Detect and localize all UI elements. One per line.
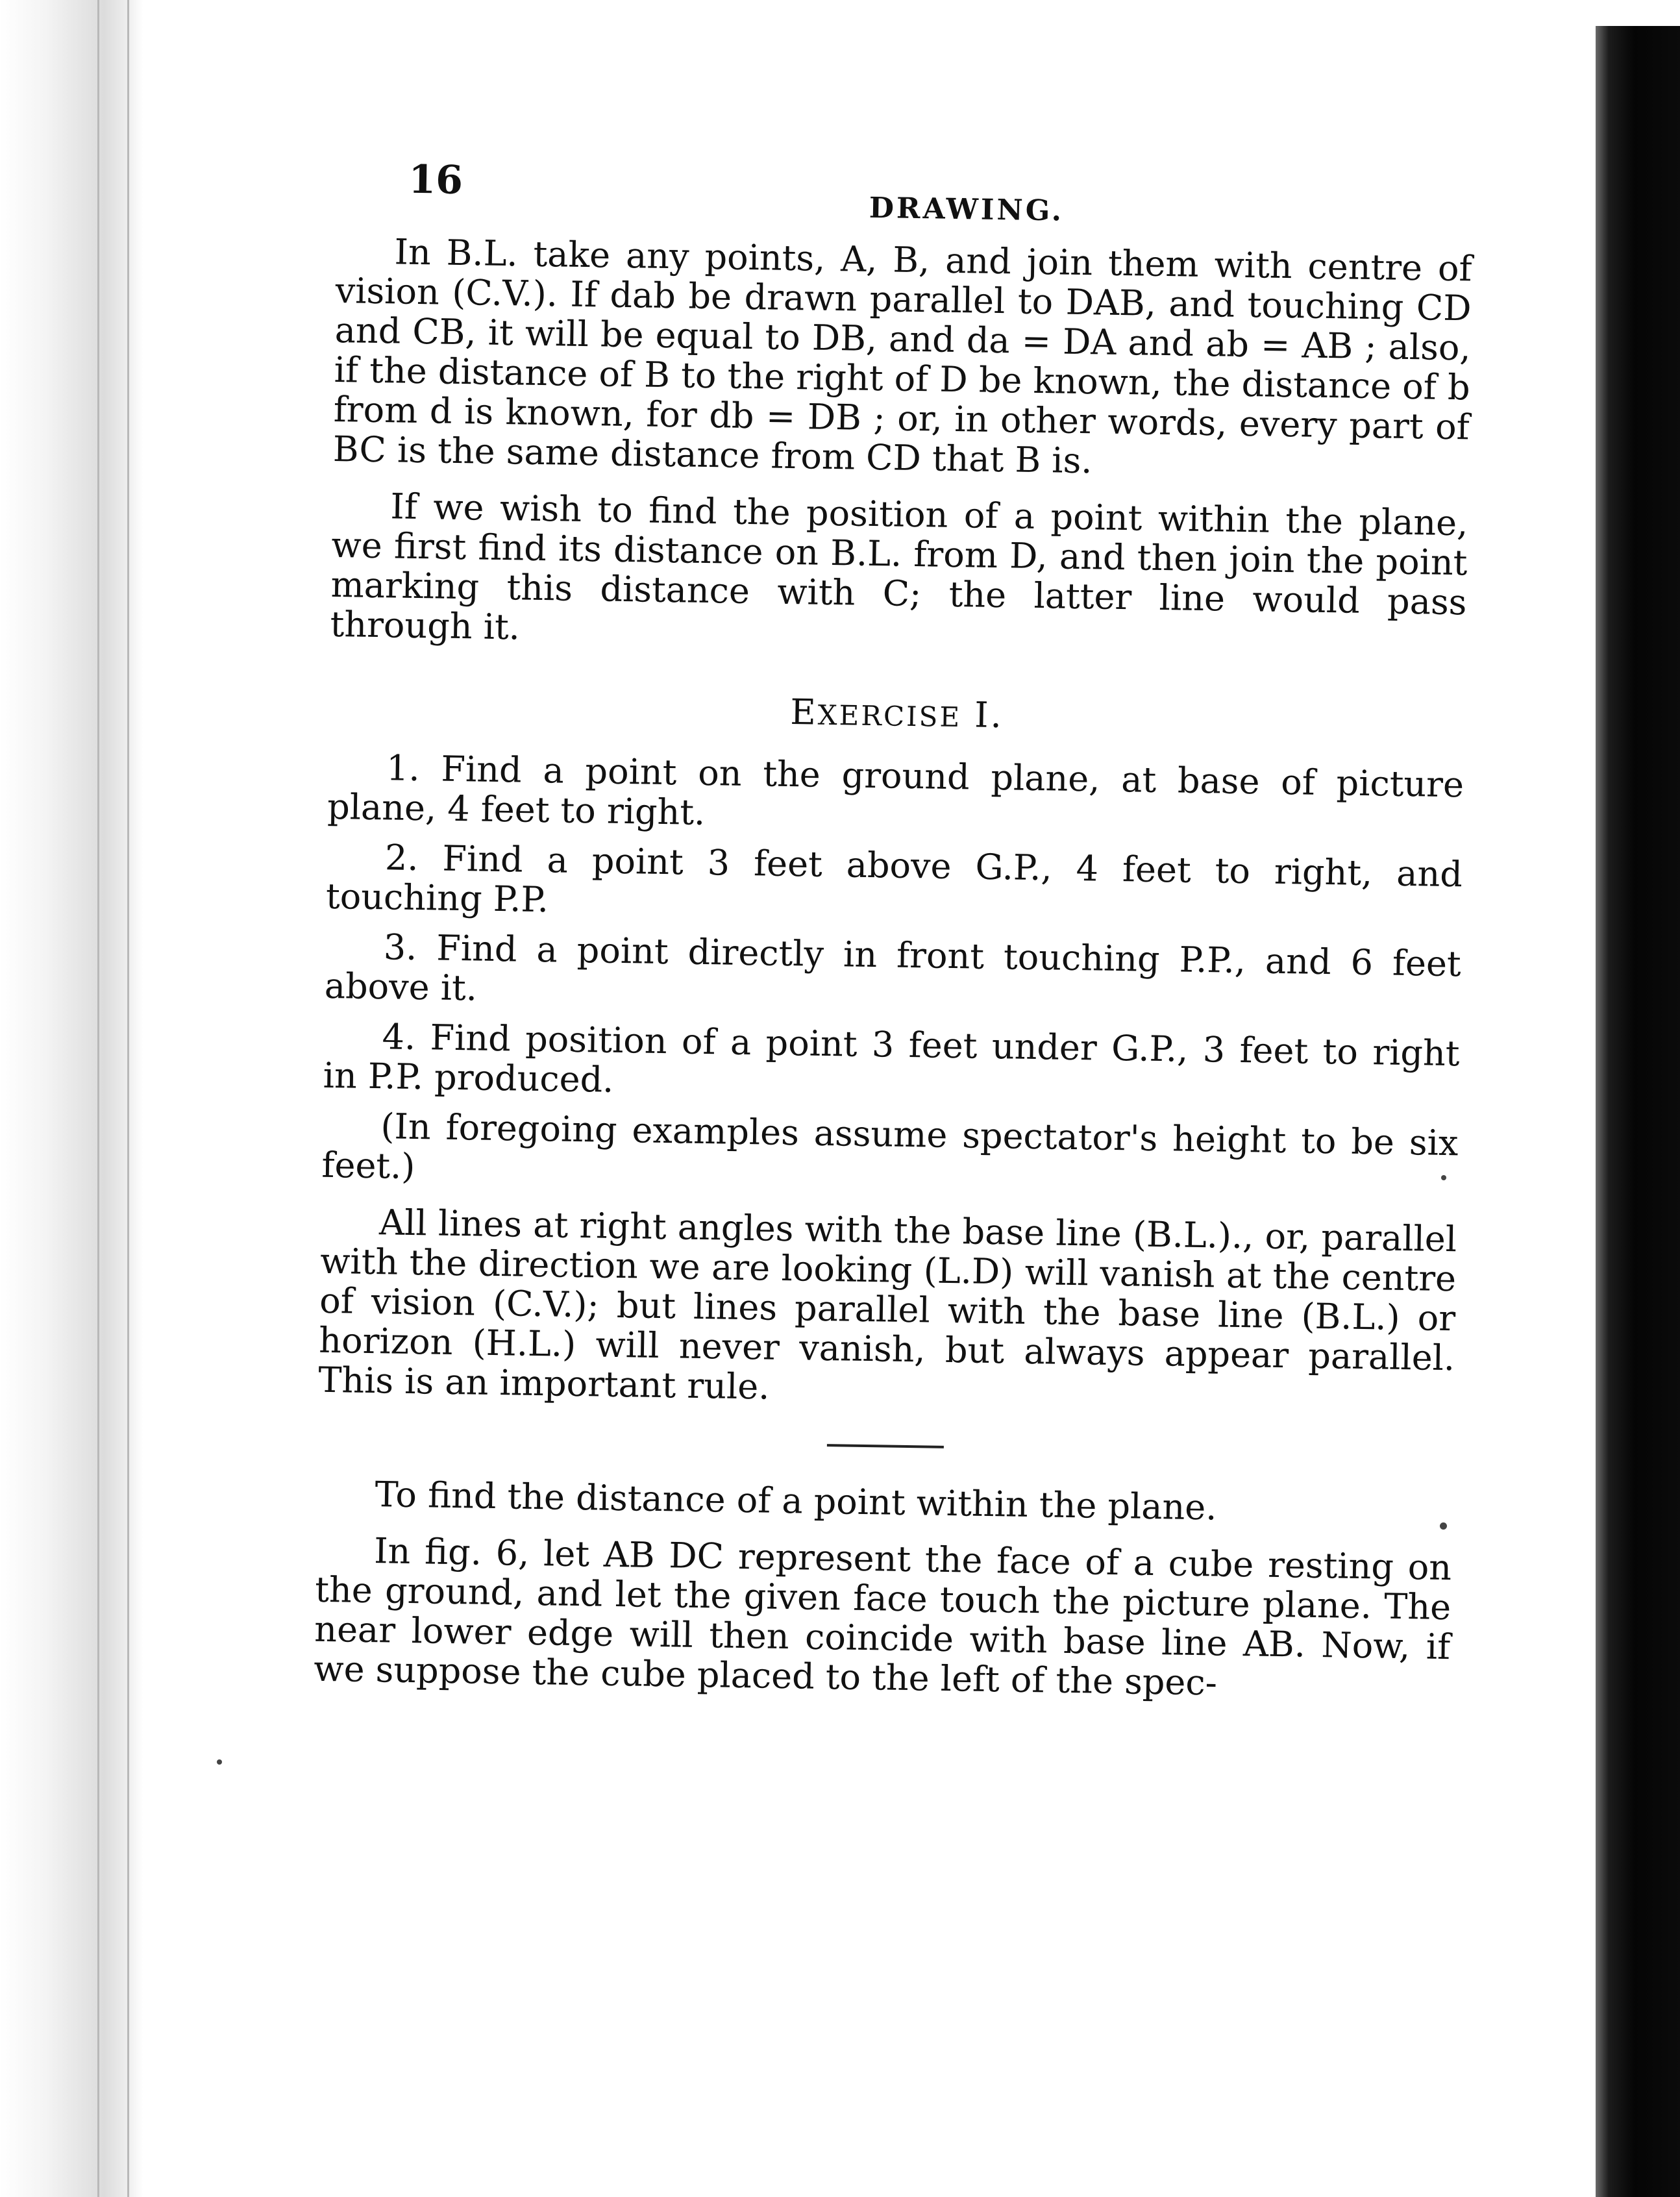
paragraph-vision-centre: In B.L. take any points, A, B, and join them with centre of vision (C.V.). If dab be drawn parallel to DAB, and touching CD and CB, it will be equal to DB, and da = DA and ab = AB ; also, if the distance of B to the right of D be known, the distance of b from d is known, for db = DB ; or, in other words, every part of BC is the same distance from CD that B is. — [332, 231, 1472, 482]
section-divider — [827, 1444, 944, 1448]
exercise-heading-initial: E — [789, 691, 819, 733]
exercise-item: 1. Find a point on the ground plane, at base of picture plane, 4 feet to right. — [327, 747, 1464, 834]
exercise-heading — [328, 684, 1465, 743]
exercise-heading-word: XERCISE — [817, 699, 962, 734]
paragraph-distance-heading: To find the distance of a point within the plane. — [375, 1474, 1217, 1528]
paragraph-cube-example: In fig. 6, let AB DC represent the face of a cube resting on the ground, and let the given face touch the picture plane. The near lower edge will then coincide with base line AB. Now, if we suppose the cube placed to the left of the spec- — [313, 1530, 1452, 1704]
exercise-item: 3. Find a point directly in front touching P.P., and 6 feet above it. — [324, 926, 1462, 1009]
scan-speck — [217, 1759, 222, 1765]
exercise-heading-numeral: I. — [961, 694, 1004, 736]
page-edge-line — [127, 0, 129, 2197]
paragraph-point-position: If we wish to find the position of a point within the plane, we first find its distance on B.L. from D, and then join the point marking this distance with C; the latter line would pass through it. — [330, 486, 1468, 648]
paragraph-vanishing-rule: All lines at right angles with the base line (B.L.)., or, parallel with the direction we are looking (L.D) will vanish at the centre of vision (C.V.); but lines parallel with the base line (B.L.) or horizon (H.L.) will never vanish, but always appear parallel. This is an important rule. — [317, 1202, 1457, 1408]
exercise-note: (In foregoing examples assume spectator's height to be six feet.) — [321, 1106, 1459, 1187]
exercise-item: 4. Find position of a point 3 feet under G.P., 3 feet to right in P.P. produced. — [323, 1016, 1460, 1100]
page-number: 16 — [408, 156, 463, 204]
book-page — [308, 156, 1473, 2017]
exercise-item: 2. Find a point 3 feet above G.P., 4 feet to right, and touching P.P. — [325, 837, 1463, 921]
dark-scan-border — [1596, 26, 1680, 2197]
book-gutter-edge — [0, 0, 143, 2197]
running-head: DRAWING. — [869, 191, 1065, 228]
page-edge-line — [97, 0, 99, 2197]
page-header — [337, 156, 1474, 232]
